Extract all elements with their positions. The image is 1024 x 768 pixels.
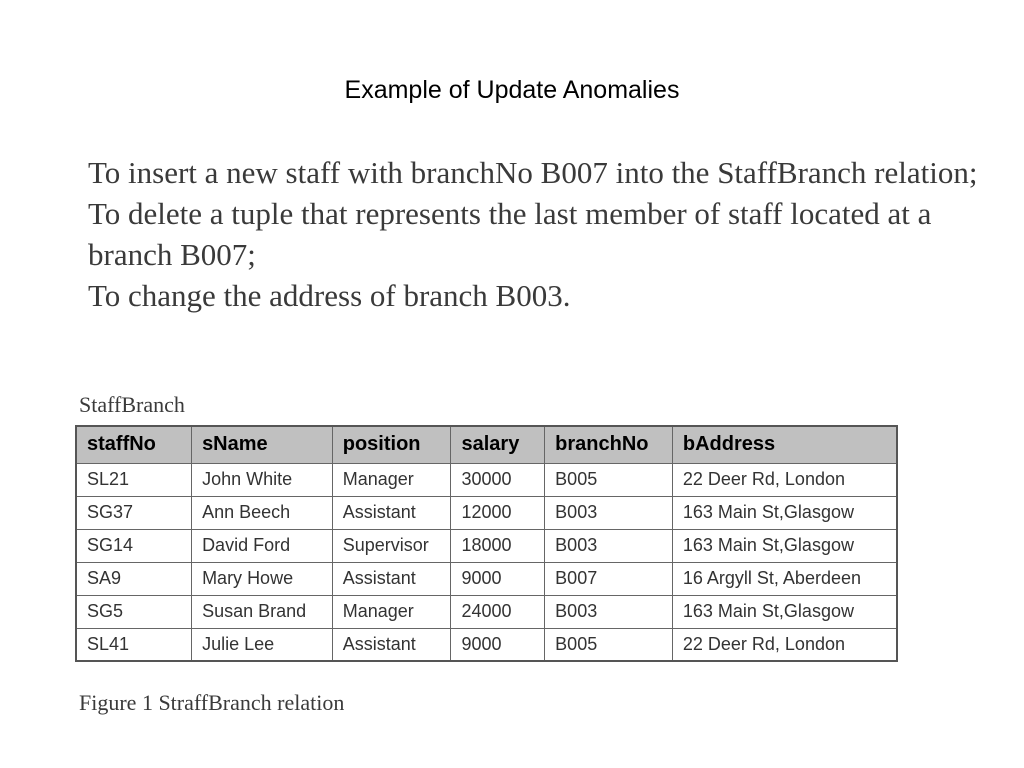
- cell-salary: 30000: [451, 463, 545, 496]
- column-header-baddress: bAddress: [672, 426, 897, 463]
- cell-position: Manager: [332, 463, 451, 496]
- cell-sname: John White: [192, 463, 333, 496]
- cell-branchno: B003: [545, 595, 673, 628]
- cell-position: Assistant: [332, 628, 451, 661]
- cell-sname: Mary Howe: [192, 562, 333, 595]
- cell-baddress: 163 Main St,Glasgow: [672, 529, 897, 562]
- cell-salary: 24000: [451, 595, 545, 628]
- cell-staffno: SG5: [76, 595, 192, 628]
- cell-baddress: 22 Deer Rd, London: [672, 463, 897, 496]
- column-header-salary: salary: [451, 426, 545, 463]
- table-caption: StaffBranch: [79, 392, 185, 417]
- cell-staffno: SL41: [76, 628, 192, 661]
- table-row: [76, 463, 897, 496]
- cell-position: Supervisor: [332, 529, 451, 562]
- cell-position: Manager: [332, 595, 451, 628]
- cell-salary: 9000: [451, 562, 545, 595]
- cell-sname: David Ford: [192, 529, 333, 562]
- cell-staffno: SG14: [76, 529, 192, 562]
- table-row: [76, 562, 897, 595]
- cell-staffno: SA9: [76, 562, 192, 595]
- table-row: [76, 595, 897, 628]
- table-row: [76, 628, 897, 661]
- cell-salary: 18000: [451, 529, 545, 562]
- slide-body: [88, 152, 978, 316]
- cell-sname: Susan Brand: [192, 595, 333, 628]
- staffbranch-table: [75, 425, 898, 662]
- cell-baddress: 22 Deer Rd, London: [672, 628, 897, 661]
- cell-branchno: B007: [545, 562, 673, 595]
- modify-anomaly-text: To change the address of branch B003.: [88, 278, 571, 313]
- column-header-sname: sName: [192, 426, 333, 463]
- cell-baddress: 163 Main St,Glasgow: [672, 496, 897, 529]
- cell-staffno: SL21: [76, 463, 192, 496]
- figure-caption: Figure 1 StraffBranch relation: [79, 690, 345, 715]
- column-header-staffno: staffNo: [76, 426, 192, 463]
- cell-sname: Ann Beech: [192, 496, 333, 529]
- delete-anomaly-text: To delete a tuple that represents the last member of staff located at a branch B007;: [88, 196, 932, 272]
- column-header-branchno: branchNo: [545, 426, 673, 463]
- cell-position: Assistant: [332, 562, 451, 595]
- cell-baddress: 163 Main St,Glasgow: [672, 595, 897, 628]
- column-header-position: position: [332, 426, 451, 463]
- table-row: [76, 496, 897, 529]
- insert-anomaly-text: To insert a new staff with branchNo B007 into the StaffBranch relation;: [88, 155, 978, 190]
- cell-branchno: B005: [545, 463, 673, 496]
- cell-staffno: SG37: [76, 496, 192, 529]
- table-row: [76, 529, 897, 562]
- cell-salary: 9000: [451, 628, 545, 661]
- cell-sname: Julie Lee: [192, 628, 333, 661]
- cell-branchno: B005: [545, 628, 673, 661]
- table-header-row: [76, 426, 897, 463]
- cell-baddress: 16 Argyll St, Aberdeen: [672, 562, 897, 595]
- slide-title: Example of Update Anomalies: [344, 76, 680, 104]
- cell-branchno: B003: [545, 496, 673, 529]
- cell-position: Assistant: [332, 496, 451, 529]
- cell-salary: 12000: [451, 496, 545, 529]
- cell-branchno: B003: [545, 529, 673, 562]
